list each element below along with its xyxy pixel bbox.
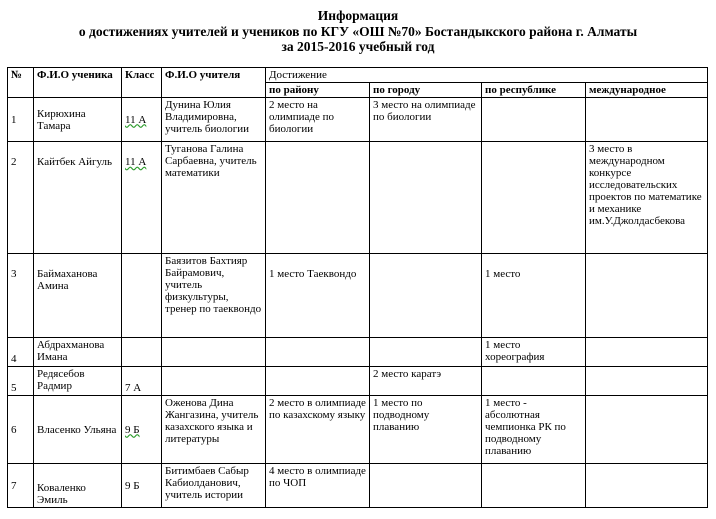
header-republic: по республике (482, 83, 586, 98)
row-city: 1 место по подводному плаванию (370, 396, 482, 464)
row-teacher: Баязитов Бахтияр Байрамович, учитель физкультуры, тренер по таеквондо (162, 254, 266, 338)
row-district: 2 место в олимпиаде по казахскому языку (266, 396, 370, 464)
row-republic: 1 место (482, 254, 586, 338)
table-row (8, 98, 708, 142)
row-class-text: 11 А (125, 113, 147, 126)
row-class (122, 142, 162, 254)
row-city (370, 254, 482, 338)
row-district (266, 367, 370, 396)
row-num: 4 (8, 338, 34, 367)
row-republic: 1 место - абсолютная чемпионка РК по подводному плаванию (482, 396, 586, 464)
row-international: 3 место в международном конкурсе исследовательских проектов по математике и механике им.У.Джолдасбекова (586, 142, 708, 254)
header-achievement: Достижение (266, 68, 708, 83)
table-row (8, 142, 708, 254)
row-class (122, 254, 162, 338)
row-class: 7 А (122, 367, 162, 396)
row-student: Коваленко Эмиль (34, 464, 122, 508)
row-class-text: 11 А (125, 156, 147, 168)
row-republic (482, 367, 586, 396)
row-international (586, 254, 708, 338)
row-num: 1 (8, 98, 34, 142)
row-district (266, 338, 370, 367)
row-class (122, 338, 162, 367)
row-city (370, 338, 482, 367)
header-district: по району (266, 83, 370, 98)
row-district: 4 место в олимпиаде по ЧОП (266, 464, 370, 508)
table-row (8, 338, 708, 367)
row-district: 1 место Таеквондо (266, 254, 370, 338)
row-city: 3 место на олимпиаде по биологии (370, 98, 482, 142)
document-title (0, 8, 716, 55)
row-num: 6 (8, 396, 34, 464)
table-row (8, 396, 708, 464)
row-international (586, 396, 708, 464)
row-student: Власенко Ульяна (34, 396, 122, 464)
row-student: Редясебов Радмир (34, 367, 122, 396)
row-district: 2 место на олимпиаде по биологии (266, 98, 370, 142)
header-num: № (8, 68, 34, 98)
row-num: 3 (8, 254, 34, 338)
row-district (266, 142, 370, 254)
row-city (370, 142, 482, 254)
row-student: Абдрахманова Имана (34, 338, 122, 367)
header-class: Класс (122, 68, 162, 98)
row-class (122, 98, 162, 142)
row-num: 5 (8, 367, 34, 396)
row-class (122, 396, 162, 464)
row-teacher: Дунина Юлия Владимировна, учитель биологии (162, 98, 266, 142)
table-row (8, 367, 708, 396)
row-class-text: 9 Б (125, 423, 140, 436)
header-international: международное (586, 83, 708, 98)
header-teacher: Ф.И.О учителя (162, 68, 266, 98)
row-republic (482, 464, 586, 508)
row-international (586, 367, 708, 396)
row-class: 9 Б (122, 464, 162, 508)
row-student: Кирюхина Тамара (34, 98, 122, 142)
table-row (8, 464, 708, 508)
row-international (586, 338, 708, 367)
row-teacher (162, 367, 266, 396)
row-num: 7 (8, 464, 34, 508)
table-row (8, 254, 708, 338)
row-international (586, 464, 708, 508)
header-city: по городу (370, 83, 482, 98)
achievements-table (7, 67, 708, 508)
title-line-1: Информация (317, 8, 399, 23)
row-teacher: Оженова Дина Жангазина, учитель казахского языка и литературы (162, 396, 266, 464)
row-teacher: Битимбаев Сабыр Кабиолданович, учитель истории (162, 464, 266, 508)
row-republic (482, 142, 586, 254)
row-teacher: Туганова Галина Сарбаевна, учитель математики (162, 142, 266, 254)
row-international (586, 98, 708, 142)
row-student: Кайтбек Айгуль (34, 142, 122, 254)
title-line-3: за 2015-2016 учебный год (281, 39, 435, 54)
header-student: Ф.И.О ученика (34, 68, 122, 98)
row-city: 2 место каратэ (370, 367, 482, 396)
header-row-1 (8, 68, 708, 83)
row-republic (482, 98, 586, 142)
title-line-2: о достижениях учителей и учеников по КГУ «ОШ №70» Бостандыкского района г. Алматы (78, 23, 638, 39)
row-student: Баймаханова Амина (34, 254, 122, 338)
row-num: 2 (8, 142, 34, 254)
row-republic: 1 место хореография (482, 338, 586, 367)
row-city (370, 464, 482, 508)
row-teacher (162, 338, 266, 367)
